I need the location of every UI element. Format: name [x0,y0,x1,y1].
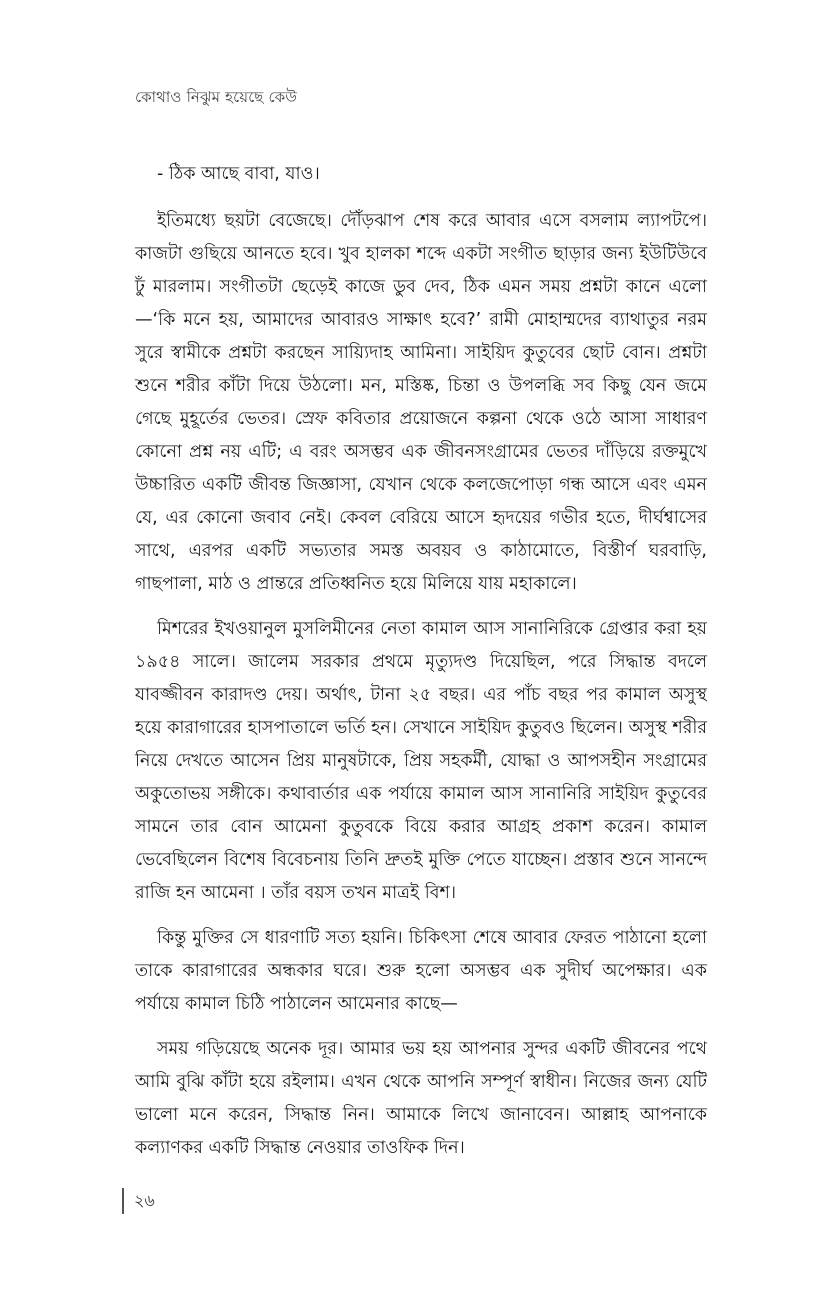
body-text [135,158,707,1177]
paragraph-2: মিশরের ইখওয়ানুল মুসলিমীনের নেতা কামাল আস সানানিরিকে গ্রেপ্তার করা হয় ১৯৫৪ সালে। জালেম সরকার প্রথমে মৃত্যুদণ্ড দিয়েছিল, পরে সিদ্ধান্ত বদলে যাবজ্জীবন কারাদণ্ড দেয়। অর্থাৎ, টানা ২৫ বছর। এর পাঁচ বছর পর কামাল অসুস্থ হয়ে কারাগারের হাসপাতালে ভর্তি হন। সেখানে সাইয়িদ কুতুবও ছিলেন। অসুস্থ শরীর নিয়ে দেখতে আসেন প্রিয় মানুষটাকে, প্রিয় সহকর্মী, যোদ্ধা ও আপসহীন সংগ্রামের অকুতোভয় সঙ্গীকে। কথাবার্তার এক পর্যায়ে কামাল আস সানানিরি সাইয়িদ কুতুবের সামনে তার বোন আমেনা কুতুবকে বিয়ে করার আগ্রহ প্রকাশ করেন। কামাল ভেবেছিলেন বিশেষ বিবেচনায় তিনি দ্রুতই মুক্তি পেতে যাচ্ছেন। প্রস্তাব শুনে সানন্দে রাজি হন আমেনা । তাঁর বয়স তখন মাত্রই বিশ। [135,619,707,903]
paragraph-dialogue: - ঠিক আছে বাবা, যাও। [157,164,320,184]
running-header: কোথাও নিঝুম হয়েছে কেউ [135,88,298,106]
page-number: ২৬ [122,1188,155,1214]
paragraph-1: ইতিমধ্যে ছয়টা বেজেছে। দৌঁড়ঝাপ শেষ করে আবার এসে বসলাম ল্যাপটপে। কাজটা গুছিয়ে আনতে হবে। খুব হালকা শব্দে একটা সংগীত ছাড়ার জন্য ইউটিউবে ঢুঁ মারলাম। সংগীতটা ছেড়েই কাজে ডুব দেব, ঠিক এমন সময় প্রশ্নটা কানে এলো—‘কি মনে হয়, আমাদের আবারও সাক্ষাৎ হবে?’ রামী মোহাম্মদের ব্যাথাতুর নরম সুরে স্বামীকে প্রশ্নটা করছেন সায়্যিদাহ আমিনা। সাইয়িদ কুতুবের ছোট বোন। প্রশ্নটা শুনে শরীর কাঁটা দিয়ে উঠলো। মন, মস্তিষ্ক, চিন্তা ও উপলব্ধি সব কিছু যেন জমে গেছে মুহূর্তের ভেতর। স্রেফ কবিতার প্রয়োজনে কল্পনা থেকে ওঠে আসা সাধারণ কোনো প্রশ্ন নয় এটি; এ বরং অসম্ভব এক জীবনসংগ্রামের ভেতর দাঁড়িয়ে রক্তমুখে উচ্চারিত একটি জীবন্ত জিজ্ঞাসা, যেখান থেকে কলজেপোড়া গন্ধ আসে এবং এমন যে, এর কোনো জবাব নেই। কেবল বেরিয়ে আসে হৃদয়ের গভীর হতে, দীর্ঘশ্বাসের সাথে, এরপর একটি সভ্যতার সমস্ত অবয়ব ও কাঠামোতে, বিস্তীর্ণ ঘরবাড়ি, গাছপালা, মাঠ ও প্রান্তরে প্রতিধ্বনিত হয়ে মিলিয়ে যায় মহাকালে। [135,211,707,594]
paragraph-letter: সময় গড়িয়েছে অনেক দূর। আমার ভয় হয় আপনার সুন্দর একটি জীবনের পথে আমি বুঝি কাঁটা হয়ে রইলাম। এখন থেকে আপনি সম্পূর্ণ স্বাধীন। নিজের জন্য যেটি ভালো মনে করেন, সিদ্ধান্ত নিন। আমাকে লিখে জানাবেন। আল্লাহ আপনাকে কল্যাণকর একটি সিদ্ধান্ত নেওয়ার তাওফিক দিন। [135,1039,707,1158]
paragraph-3: কিন্তু মুক্তির সে ধারণাটি সত্য হয়নি। চিকিৎসা শেষে আবার ফেরত পাঠানো হলো তাকে কারাগারের অন্ধকার ঘরে। শুরু হলো অসম্ভব এক সুদীর্ঘ অপেক্ষার। এক পর্যায়ে কামাল চিঠি পাঠালেন আমেনার কাছে— [135,928,707,1014]
